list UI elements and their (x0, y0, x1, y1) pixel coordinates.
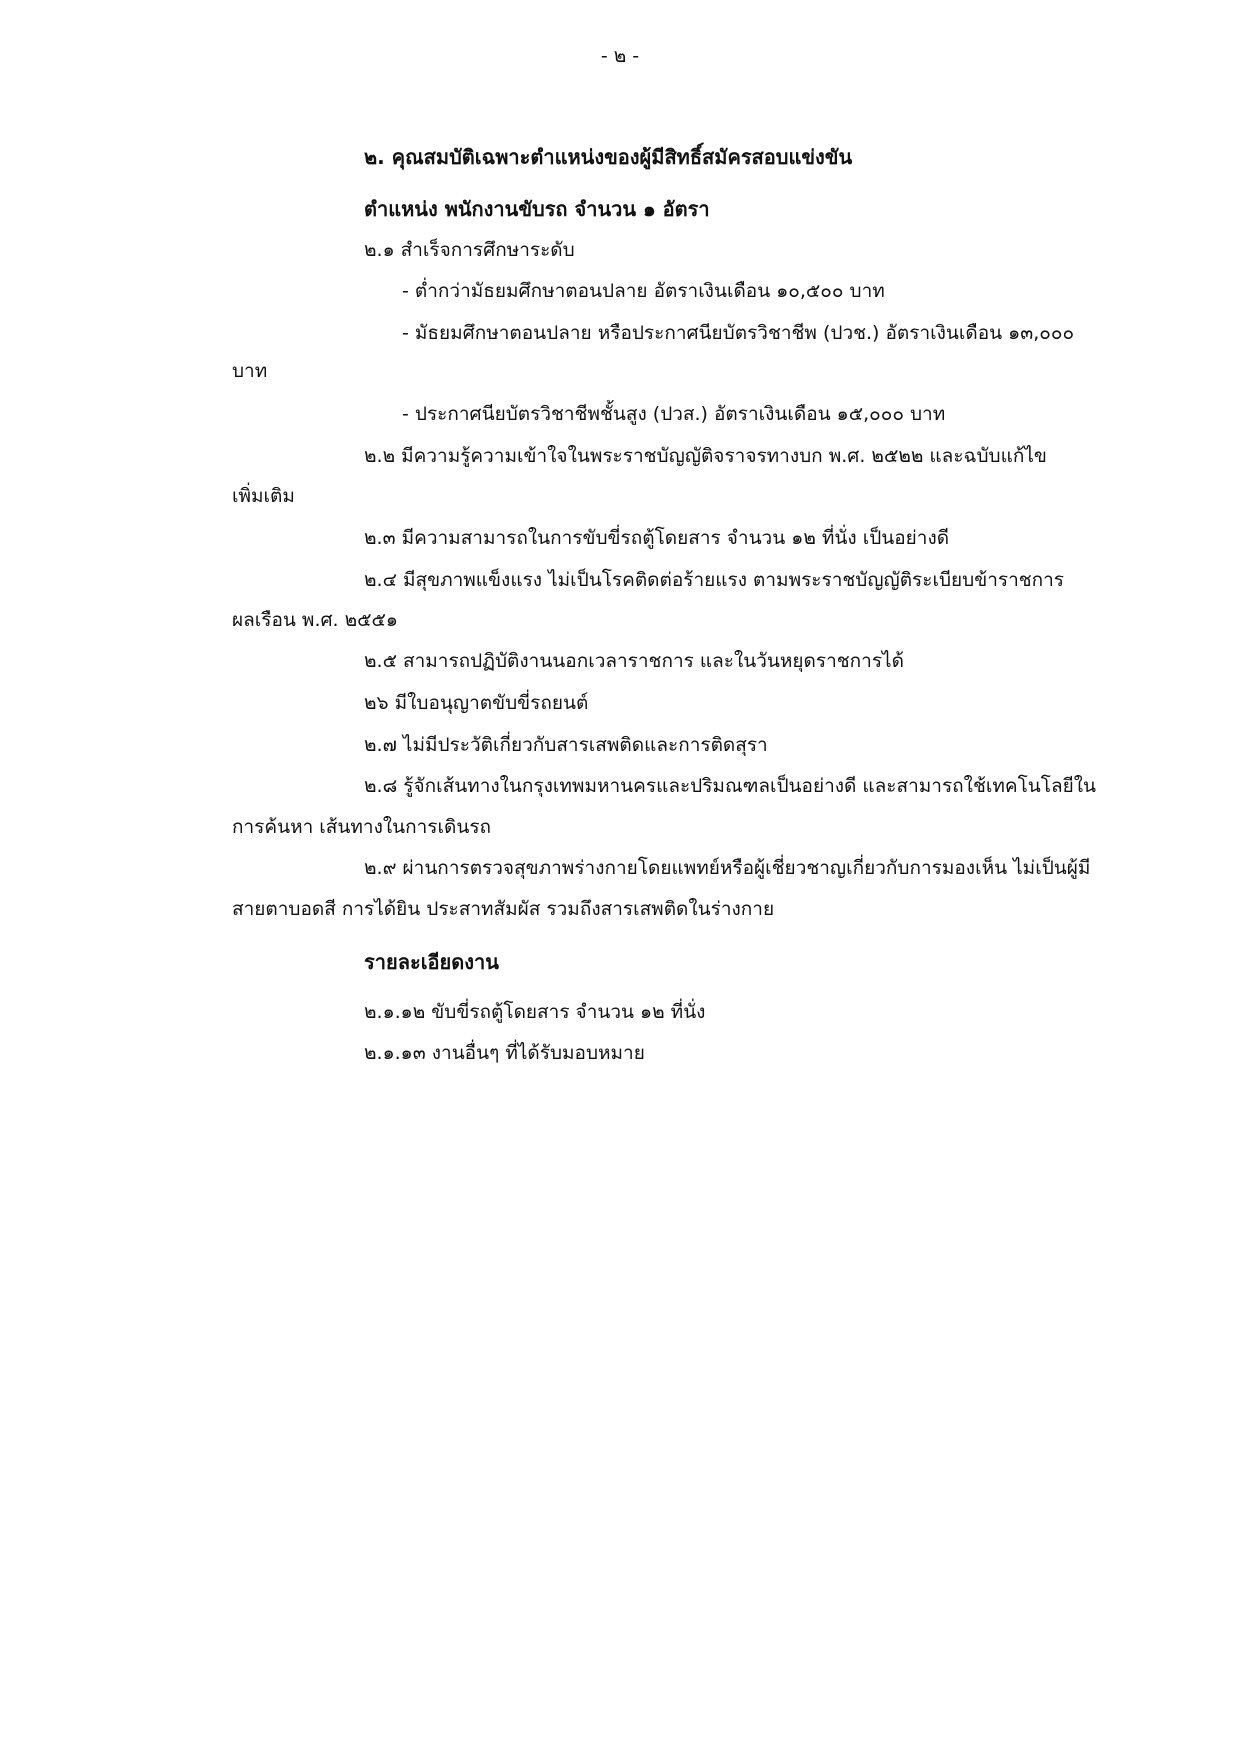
qualification-5: ๒.๕ สามารถปฏิบัติงานนอกเวลาราชการ และในวันหยุดราชการได้ (364, 650, 904, 672)
qualification-7: ๒.๗ ไม่มีประวัติเกี่ยวกับสารเสพติดและการติดสุรา (364, 734, 768, 756)
qualification-2: ๒.๒ มีความรู้ความเข้าใจในพระราชบัญญัติจราจรทางบก พ.ศ. ๒๕๒๒ และฉบับแก้ไข (364, 445, 1047, 467)
qualification-1-sub-2: - มัธยมศึกษาตอนปลาย หรือประกาศนียบัตรวิชาชีพ (ปวช.) อัตราเงินเดือน ๑๓,๐๐๐ (402, 322, 1075, 344)
qualification-1-sub-3: - ประกาศนียบัตรวิชาชีพชั้นสูง (ปวส.) อัตราเงินเดือน ๑๕,๐๐๐ บาท (402, 403, 946, 425)
qualification-1-sub-1: - ต่ำกว่ามัธยมศึกษาตอนปลาย อัตราเงินเดือน ๑๐,๕๐๐ บาท (402, 280, 885, 302)
qualification-4: ๒.๔ มีสุขภาพแข็งแรง ไม่เป็นโรคติดต่อร้ายแรง ตามพระราชบัญญัติระเบียบข้าราชการ (364, 569, 1065, 591)
qualification-8-continued: การค้นหา เส้นทางในการเดินรถ (232, 816, 492, 838)
qualification-3: ๒.๓ มีความสามารถในการขับขี่รถตู้โดยสาร จำนวน ๑๒ ที่นั่ง เป็นอย่างดี (364, 527, 950, 549)
duties-heading: รายละเอียดงาน (364, 950, 499, 974)
qualification-8: ๒.๘ รู้จักเส้นทางในกรุงเทพมหานครและปริมณฑลเป็นอย่างดี และสามารถใช้เทคโนโลยีใน (364, 775, 1097, 797)
qualification-6: ๒๖ มีใบอนุญาตขับขี่รถยนต์ (364, 692, 589, 714)
section-heading: ๒. คุณสมบัติเฉพาะตำแหน่งของผู้มีสิทธิ์สมัครสอบแข่งขัน (364, 145, 853, 169)
duty-2: ๒.๑.๑๓ งานอื่นๆ ที่ได้รับมอบหมาย (364, 1042, 645, 1064)
qualification-4-continued: ผลเรือน พ.ศ. ๒๕๕๑ (232, 609, 398, 631)
page-number: - ๒ - (600, 45, 640, 67)
qualification-1-sub-2-continued: บาท (232, 360, 268, 382)
qualification-1-title: ๒.๑ สำเร็จการศึกษาระดับ (364, 239, 575, 261)
qualification-2-continued: เพิ่มเติม (232, 485, 295, 507)
qualification-9: ๒.๙ ผ่านการตรวจสุขภาพร่างกายโดยแพทย์หรือผู้เชี่ยวชาญเกี่ยวกับการมองเห็น ไม่เป็นผู้มี (364, 857, 1091, 879)
position-heading: ตำแหน่ง พนักงานขับรถ จำนวน ๑ อัตรา (364, 197, 710, 221)
duty-1: ๒.๑.๑๒ ขับขี่รถตู้โดยสาร จำนวน ๑๒ ที่นั่ง (364, 1001, 706, 1023)
qualification-9-continued: สายตาบอดสี การได้ยิน ประสาทสัมผัส รวมถึงสารเสพติดในร่างกาย (232, 898, 775, 920)
